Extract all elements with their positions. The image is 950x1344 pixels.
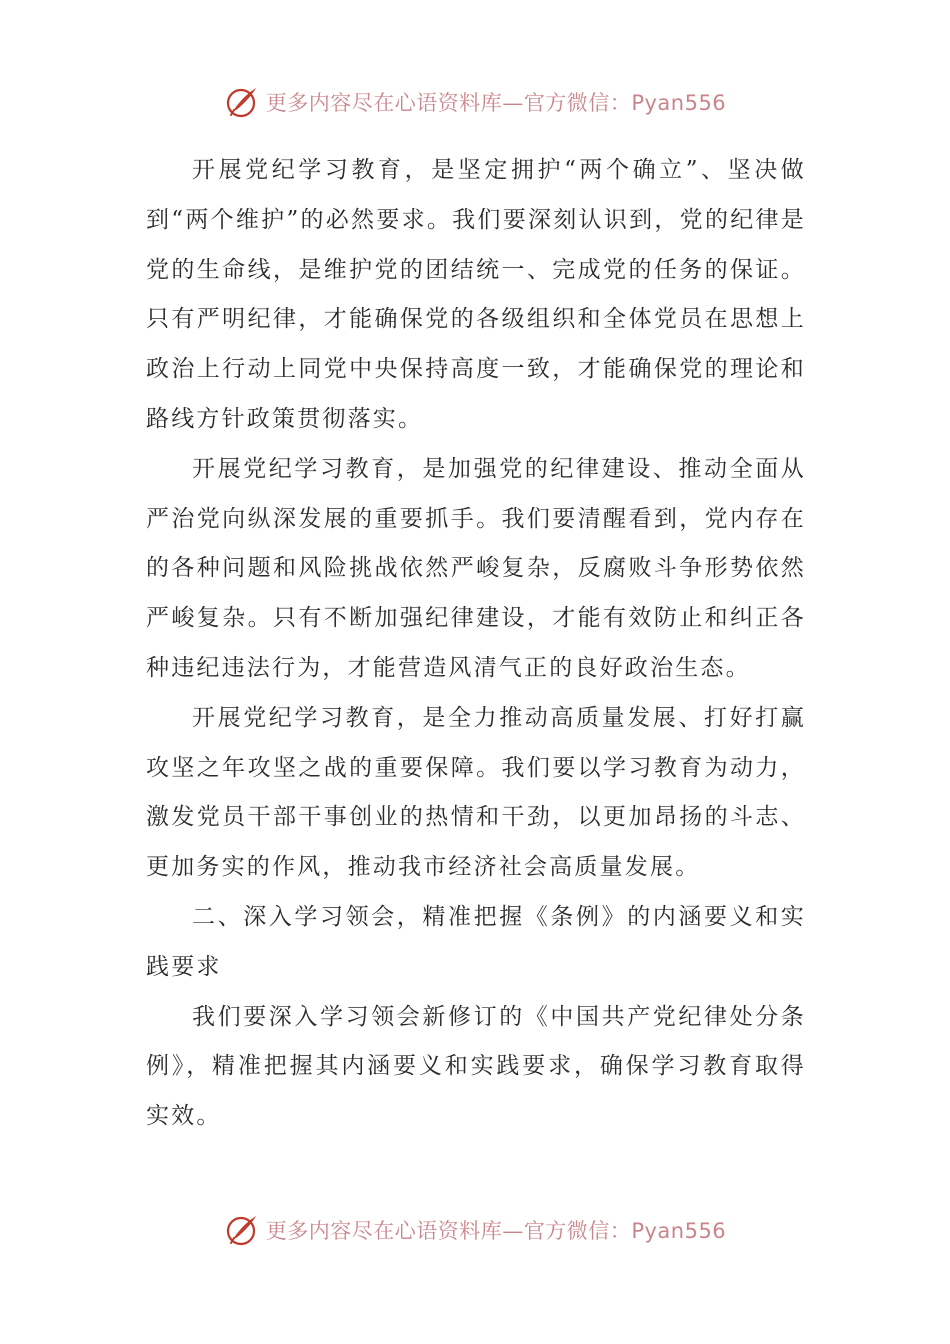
footer-banner — [0, 1210, 950, 1250]
paragraph: 开展党纪学习教育，是坚定拥护“两个确立”、坚决做到“两个维护”的必然要求。我们要深刻认识到，党的纪律是党的生命线，是维护党的团结统一、完成党的任务的保证。只有严明纪律，才能确保党的各级组织和全体党员在思想上政治上行动上同党中央保持高度一致，才能确保党的理论和路线方针政策贯彻落实。 — [146, 157, 806, 432]
header-banner — [0, 82, 950, 122]
section-heading: 二、深入学习领会，精准把握《条例》的内涵要义和实践要求 — [146, 903, 806, 980]
paragraph: 开展党纪学习教育，是全力推动高质量发展、打好打赢攻坚之年攻坚之战的重要保障。我们要以学习教育为动力，激发党员干部干事创业的热情和干劲，以更加昂扬的斗志、更加务实的作风，推动我市经济社会高质量发展。 — [146, 704, 806, 881]
quill-pen-circle-icon — [224, 1212, 260, 1248]
paragraph: 开展党纪学习教育，是加强党的纪律建设、推动全面从严治党向纵深发展的重要抓手。我们要清醒看到，党内存在的各种问题和风险挑战依然严峻复杂，反腐败斗争形势依然严峻复杂。只有不断加强纪律建设，才能有效防止和纠正各种违纪违法行为，才能营造风清气正的良好政治生态。 — [146, 455, 806, 681]
banner-text: 更多内容尽在心语资料库—官方微信：Pyan556 — [265, 1219, 727, 1243]
paragraph: 我们要深入学习领会新修订的《中国共产党纪律处分条例》，精准把握其内涵要义和实践要求，确保学习教育取得实效。 — [146, 1003, 806, 1130]
quill-pen-circle-icon — [224, 84, 260, 120]
document-body — [146, 146, 806, 1142]
banner-text: 更多内容尽在心语资料库—官方微信：Pyan556 — [265, 91, 727, 115]
